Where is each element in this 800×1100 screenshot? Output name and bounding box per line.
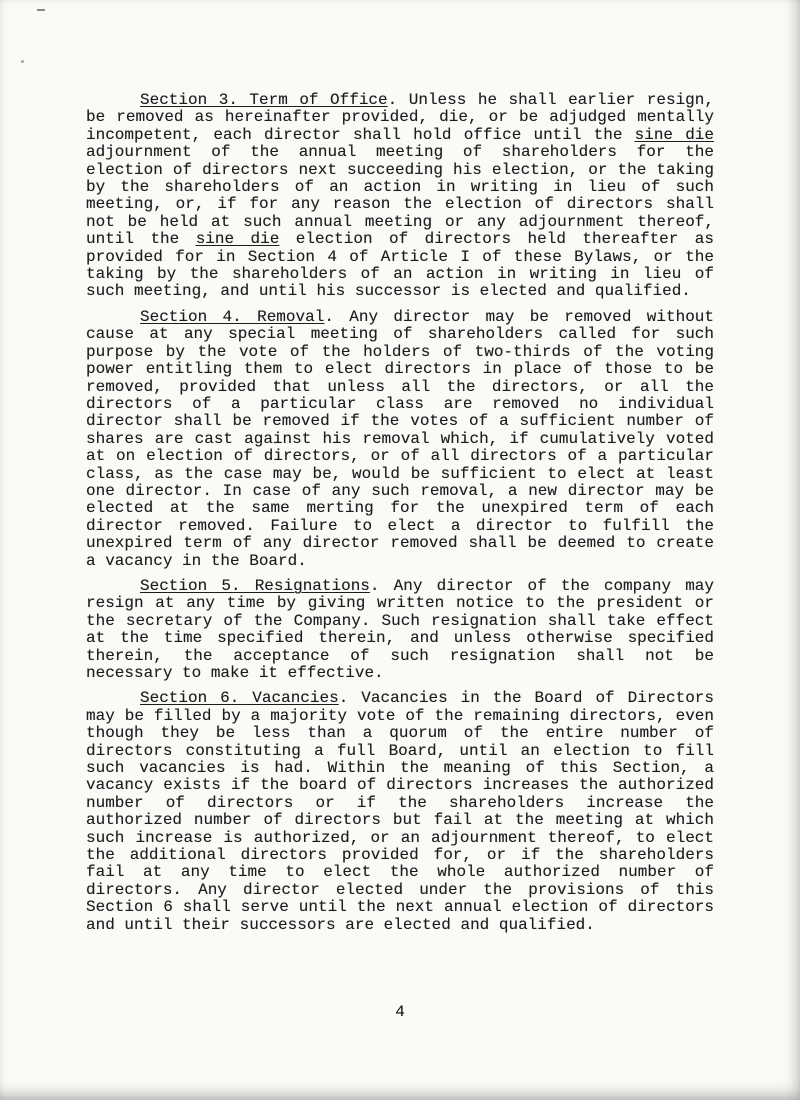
- section-3-text: adjournment of the annual meeting of shareholders for the election of directors next succeeding his election, or the taking by the shareholders of an action in writing in lieu of such meeting, or, if for any reason the election of directors shall not be held at such annual meeting or any adjournment thereof, until the: [86, 143, 714, 249]
- section-4-heading: Section 4. Removal: [140, 307, 325, 326]
- section-6-heading: Section 6. Vacancies: [140, 689, 339, 708]
- document-body: [86, 92, 714, 942]
- section-4-paragraph: [86, 309, 714, 570]
- latin-term-sine-die: sine die: [634, 125, 715, 144]
- scan-artifact-dash: [37, 9, 45, 11]
- section-5-heading: Section 5. Resignations: [140, 576, 370, 595]
- latin-term-sine-die: sine die: [195, 230, 280, 249]
- section-3-heading: Section 3. Term of Office: [140, 91, 388, 109]
- scan-artifact-speck: [21, 60, 24, 63]
- section-3-paragraph: [86, 92, 714, 301]
- section-5-text: . Any director of the company may resign at any time by giving written notice to the president or the secretary of the Company. Such resignation shall take effect at the time specified therein, and unless otherwise specified therein, the acceptance of such resignation shall not be necessary to make it effective.: [86, 576, 714, 682]
- section-6-paragraph: [86, 690, 714, 934]
- section-3-text: . Unless he shall earlier resign, be removed as hereinafter provided, die, or be adjudged mentally incompetent, each director shall hold office until the: [86, 91, 714, 144]
- section-5-paragraph: [86, 578, 714, 682]
- page-number: 4: [395, 1003, 405, 1021]
- section-6-text: . Vacancies in the Board of Directors may be filled by a majority vote of the remaining directors, even though they be less than a quorum of the entire number of directors constituting a full Board, until an election to fill such vacancies is had. Within the meaning of this Section, a vacancy exists if the board of directors increases the authorized number of directors or if the shareholders increase the authorized number of directors but fail at the meeting at which such increase is authorized, or an adjournment thereof, to elect the additional directors provided for, or if the shareholders fail at any time to elect the whole authorized number of directors. Any director elected under the provisions of this Section 6 shall serve until the next annual election of directors and until their successors are elected and qualified.: [86, 689, 715, 934]
- section-4-text: . Any director may be removed without cause at any special meeting of shareholders called for such purpose by the vote of the holders of two-thirds of the voting power entitling them to elect directors in place of those to be removed, provided that unless all the directors, or all the directors of a particular class are removed no individual director shall be removed if the votes of a sufficient number of shares are cast against his removal which, if cumulatively voted at on election of directors, or of all directors of a particular class, as the case may be, would be sufficient to elect at least one director. In case of any such removal, a new director may be elected at the same merting for the unexpired term of each director removed. Failure to elect a director to fulfill the unexpired term of any director removed shall be deemed to create a vacancy in the Board.: [86, 307, 714, 570]
- section-3-text: election of directors held thereafter as provided for in Section 4 of Article I of these Bylaws, or the taking by the shareholders of an action in writing in lieu of such meeting, and until his successor is elected and qualified.: [86, 230, 715, 301]
